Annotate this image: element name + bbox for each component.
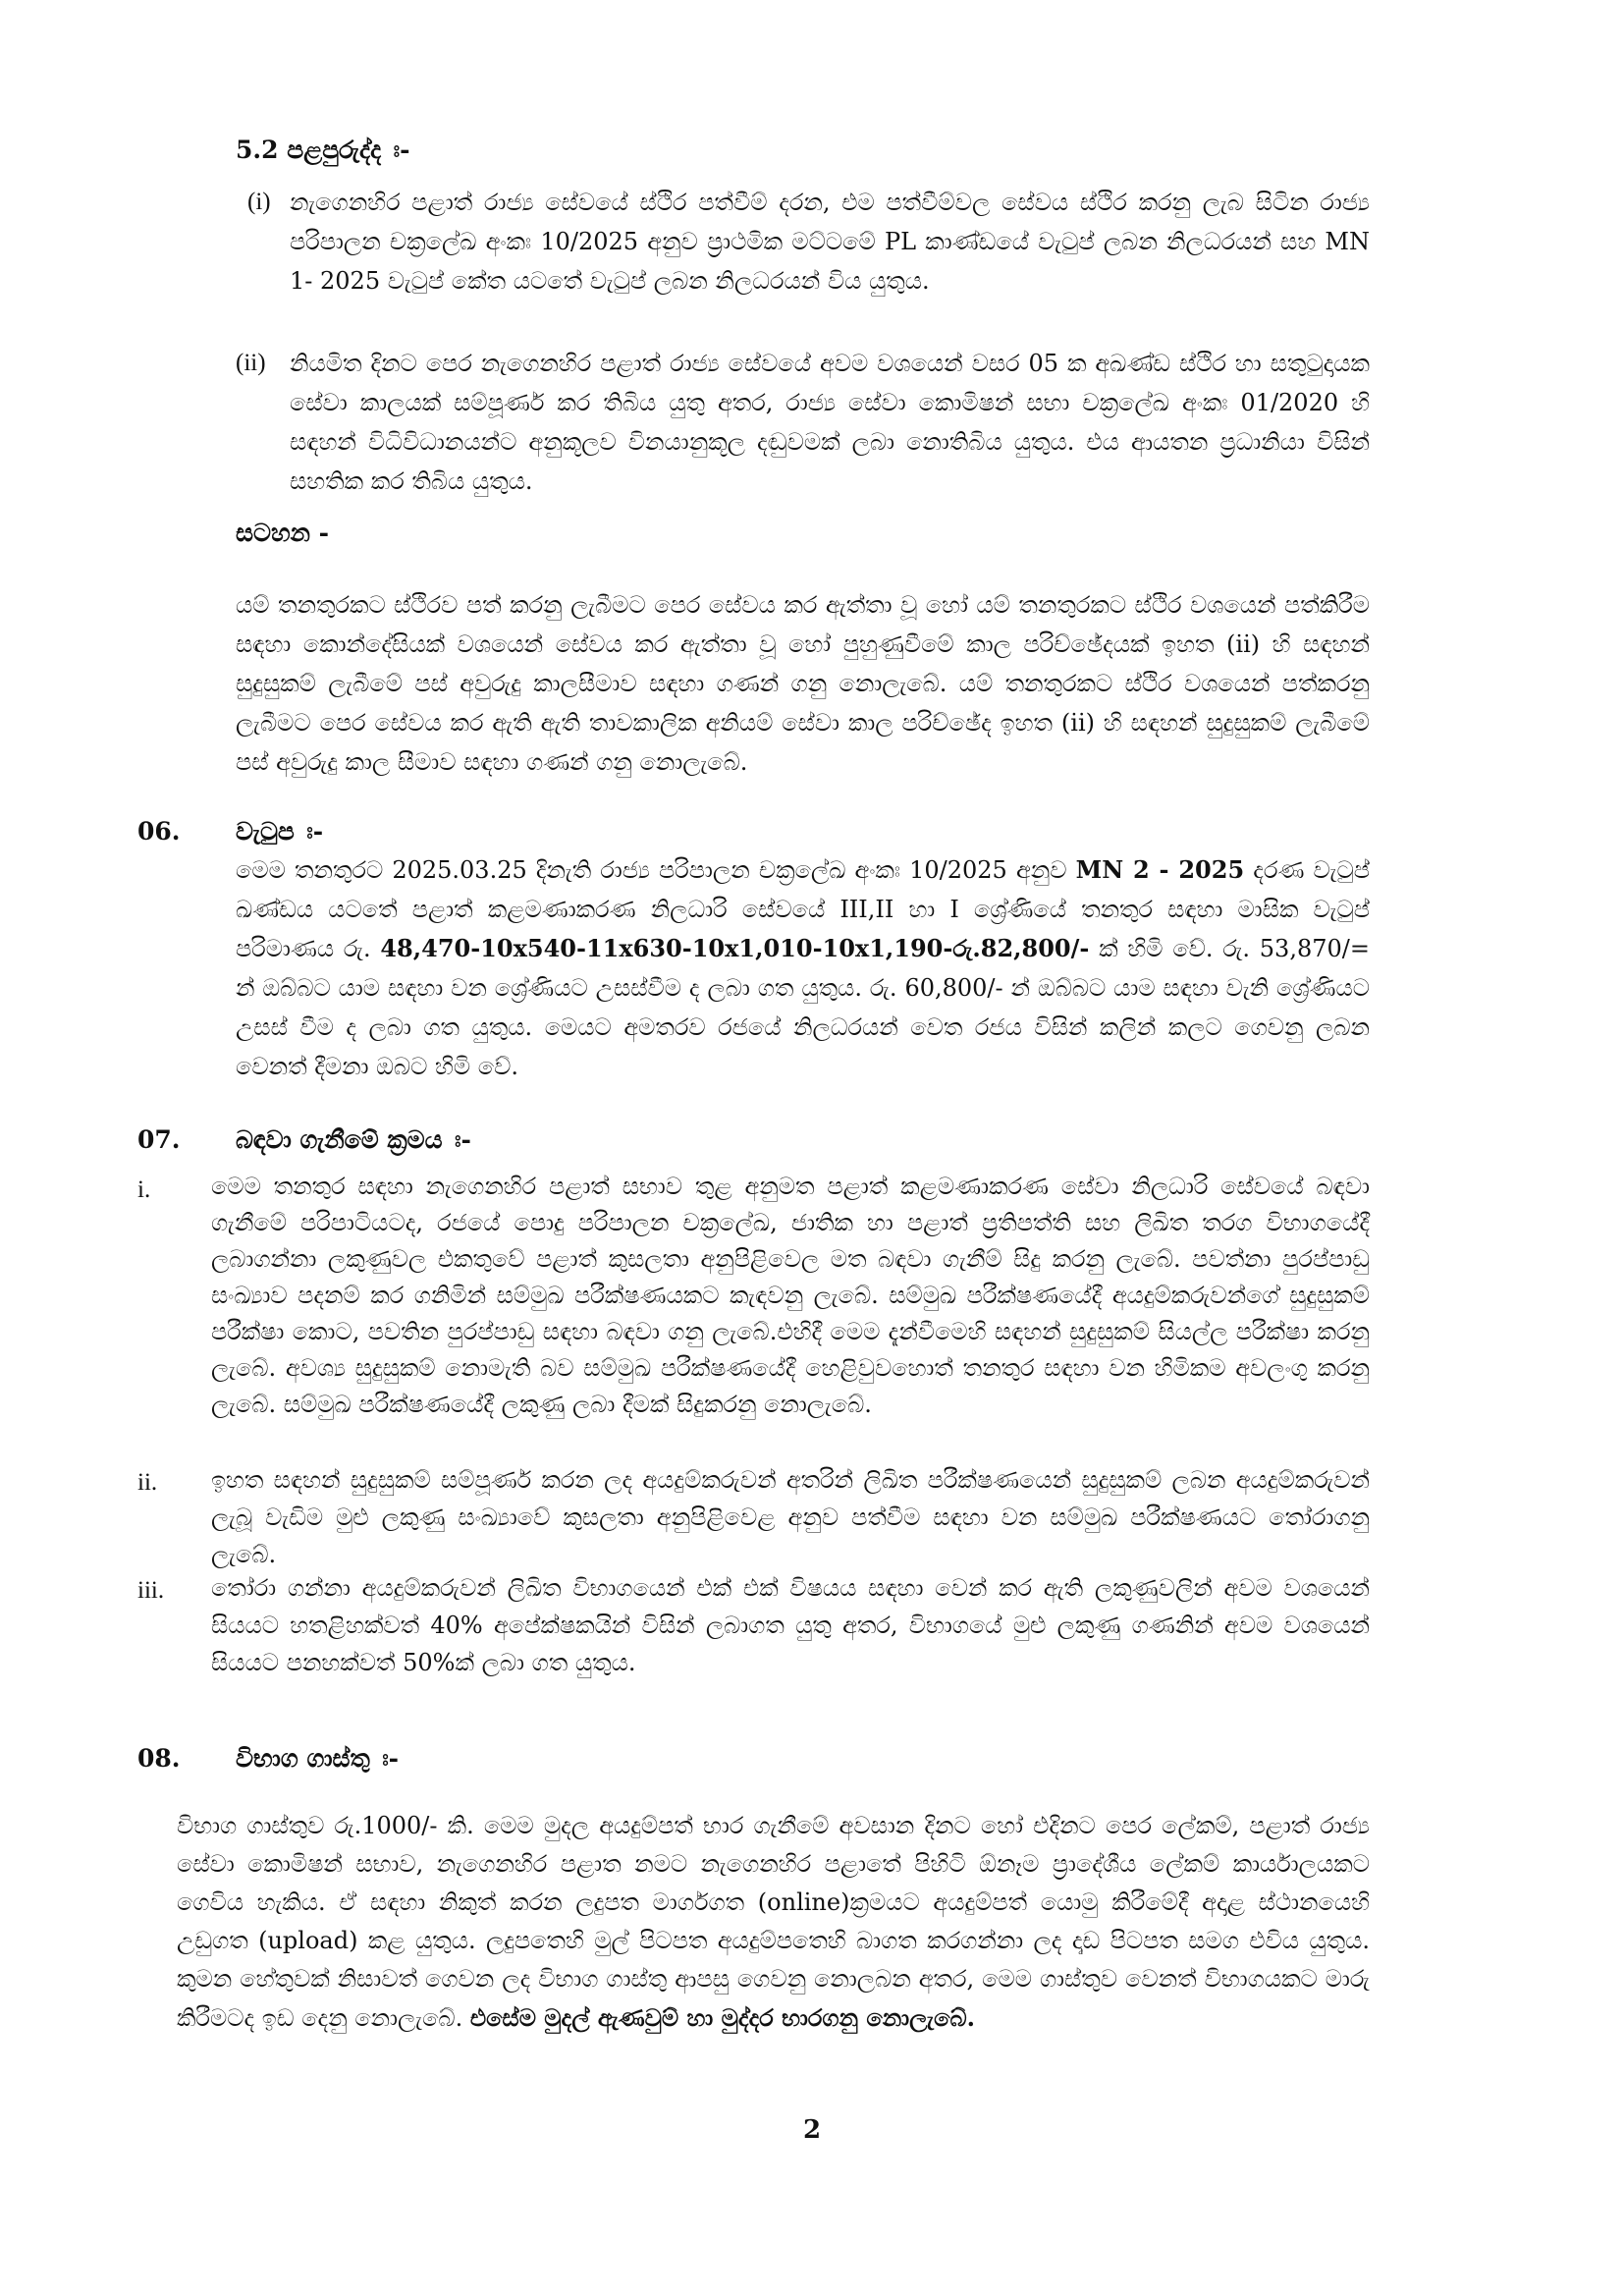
section-07-number: 07.: [137, 1125, 181, 1154]
section-5-2-heading: 5.2 පළපුරුද්ද ඃ-: [236, 136, 410, 164]
item-i-marker: (i): [247, 189, 271, 215]
salary-code: MN 2 - 2025: [1075, 855, 1245, 884]
recruit-item-ii-text: ඉහත සඳහන් සුදුසුකම් සම්පූර්ණ කරන ලද අයදුම්කරුවන් අතරින් ලිඛිත පරීක්ෂණයෙන් සුදුසුකම් ලබන අයදුම්කරුවන් ලැබූ වැඩිම මුළු ලකුණු සංඛ්‍යාවේ කුසලතා අනුපිළිවෙළ අනුව පත්වීම සඳහා වන සම්මුඛ පරීක්ෂණයට තෝරාගනු ලැබේ.: [211, 1466, 1370, 1568]
exam-fee-bold-text: එසේම මුදල් ඇණවුම් හා මුද්දර භාරගනු නොලැබේ.: [469, 2003, 975, 2032]
section-06-number: 06.: [137, 817, 181, 846]
recruit-item-ii-marker: ii.: [137, 1469, 158, 1496]
salary-scale: 48,470-10x540-11x630-10x1,010-10x1,190-රු.82,800/-: [380, 934, 1090, 962]
recruit-item-iii-text: තෝරා ගන්නා අයදුම්කරුවන් ලිඛිත විභාගයෙන් එක් එක් විෂයය සඳහා වෙන් කර ඇති ලකුණුවලින් අවම වශයෙන් සියයට හතළිහක්වත් 40% අපේක්ෂකයින් විසින් ලබාගත යුතු අතර, විභාගයේ මුළු ලකුණු ගණනින් අවම වශයෙන් සියයට පනහක්වත් 50%ක් ලබා ගත යුතුය.: [211, 1574, 1370, 1676]
recruit-item-i-text: මෙම තනතුර සඳහා නැගෙනහිර පළාත් සභාව තුළ අනුමත පළාත් කළමණාකරණ සේවා නිලධාරි සේවයේ බඳවා ගැනීමේ පරිපාටියටද, රජයේ පොදු පරිපාලන චක්‍රලේඛ, ජාතික හා පළාත් ප්‍රතිපත්ති සහ ලිඛිත තරග විභාගයේදී ලබාගන්නා ලකුණුවල එකතුවේ පළාත් කුසලතා අනුපිළිවෙල මත බඳවා ගැනීම් සිදු කරනු ලැබේ. පවත්නා පුරප්පාඩු සංඛ්‍යාව පදනම් කර ගනිමින් සම්මුඛ පරීක්ෂණයකට කැඳවනු ලැබේ. සම්මුඛ පරීක්ෂණයේදී අයදුම්කරුවන්ගේ සුදුසුකම් පරීක්ෂා කොට, පවතින පුරප්පාඩු සඳහා බඳවා ගනු ලැබේ.එහිදී මෙම දැන්වීමෙහි සඳහන් සුදුසුකම් සියල්ල පරීක්ෂා කරනු ලැබේ. අවශ්‍ය සුදුසුකම් නොමැති බව සම්මුඛ පරීක්ෂණයේදී හෙළිවුවහොත් තනතුර සඳහා වන හිමිකම අවලංගු කරනු ලැබේ. සම්මුඛ පරීක්ෂණයේදී ලකුණු ලබා දීමක් සිදුකරනු නොලැබේ.: [211, 1173, 1370, 1418]
note-text: යම් තනතුරකට ස්ථිරව පත් කරනු ලැබීමට පෙර සේවය කර ඇත්තා වූ හෝ යම් තනතුරකට ස්ථිර වශයෙන් පත්කිරීම සඳහා කොන්දේසියක් වශයෙන් සේවය කර ඇත්තා වූ හෝ පුහුණුවීමේ කාල පරිච්ඡේදයක් ඉහත (ii) හි සඳහන් සුදුසුකම් ලැබීමේ පස් අවුරුදු කාලසීමාව සඳහා ගණන් ගනු නොලැබේ. යම් තනතුරකට ස්ථිර වශයෙන් පත්කරනු ලැබීමට පෙර සේවය කර ඇති ඇති තාවකාලික අනියම් සේවා කාල පරිච්ඡේද ඉහත (ii) හි සඳහන් සුදුසුකම් ලැබීමේ පස් අවුරුදු කාල සීමාව සඳහා ගණන් ගනු නොලැබේ.: [236, 591, 1370, 776]
section-08-number: 08.: [137, 1744, 181, 1773]
exam-fee-text: විභාග ගාස්තුව රු.1000/- කි. මෙම මුදල අයදුම්පත් භාර ගැනීමේ අවසාන දිනට හෝ එදිනට පෙර ලේකම්, පළාත් රාජ්‍ය සේවා කොමිෂන් සභාව, නැගෙනහිර පළාත නමට නැගෙනහිර පළාතේ පිහිටි ඕනෑම ප්‍රාදේශීය ලේකම් කාර්යාලයකට ගෙවිය හැකිය. ඒ සඳහා නිකුත් කරන ලදුපත මාර්ගගත (online)ක්‍රමයට අයදුම්පත් යොමු කිරීමේදී අදාළ ස්ථානයෙහි උඩුගත (upload) කළ යුතුය. ලදුපතෙහි මුල් පිටපත අයදුම්පතෙහි බාගත කරගන්නා ලද දෘඩ පිටපත සමග එවිය යුතුය. කුමන හේතුවක් නිසාවත් ගෙවන ලද විභාග ගාස්තු ආපසු ගෙවනු නොලබන අතර, මෙම ගාස්තුව වෙනත් විභාගයකට මාරු කිරීමටද ඉඩ දෙනු නොලැබේ.: [177, 1812, 1370, 2032]
recruit-item-iii-marker: iii.: [137, 1577, 165, 1604]
exam-fee-paragraph: [177, 1807, 1370, 2038]
salary-paragraph: [236, 850, 1370, 1086]
salary-text-3: ක් හිමි වේ. රු. 53,870/= න් ඔබ්බට යාම සඳහා වන ශ්‍රේණියට උසස්වීම ද ලබා ගත යුතුය. රු. 60,800/- න් ඔබ්බට යාම සඳහා වැනි ශ්‍රේණියට උසස් වීම ද ලබා ගත යුතුය. මෙයට අමතරව රජයේ නිලධරයන් වෙත රජය විසින් කලින් කලට ගෙවනු ලබන වෙනත් දීමනා ඔබට හිමි වේ.: [236, 935, 1370, 1080]
item-ii-marker: (ii): [236, 350, 266, 376]
item-ii-text: නියමිත දිනට පෙර නැගෙනහිර පළාත් රාජ්‍ය සේවයේ අවම වශයෙන් වසර 05 ක අඛණ්ඩ ස්ථිර හා සතුටුදායක සේවා කාලයක් සම්පූර්ණ කර තිබිය යුතු අතර, රාජ්‍ය සේවා කොමිෂන් සභා චක්‍රලේඛ අංකඃ 01/2020 හි සඳහන් විධිවිධානයන්ට අනුකූලව විනයානුකූල දඬුවමක් ලබා නොතිබිය යුතුය. එය ආයතන ප්‍රධානියා විසින් සහතික කර තිබිය යුතුය.: [290, 350, 1370, 495]
item-i-text: නැගෙනහිර පළාත් රාජ්‍ය සේවයේ ස්ථිර පත්වීම් දරන, එම පත්වීම්වල සේවය ස්ථිර කරනු ලැබ සිටින රාජ්‍ය පරිපාලන චක්‍රලේඛ අංකඃ 10/2025 අනුව ප්‍රාථමික මට්ටමේ PL කාණ්ඩයේ වැටුප් ලබන නිලධරයන් සහ MN 1- 2025 වැටුප් කේත යටතේ වැටුප් ලබන නිලධරයන් විය යුතුය.: [290, 189, 1370, 295]
page-number: 2: [802, 2115, 822, 2145]
recruit-item-i-marker: i.: [137, 1176, 151, 1203]
section-06-heading: වැටුප ඃ-: [236, 817, 324, 846]
salary-text-2: දරණ වැටුප් ඛණ්ඩය යටතේ පළාත් කළමණාකරණ නිලධාරි සේවයේ III,II හා I ශ්‍රේණියේ තනතුර සඳහා මාසික වැටුප් පරිමාණය රු.: [236, 856, 1370, 962]
salary-text-1: මෙම තනතුරට 2025.03.25 දිනැති රාජ්‍ය පරිපාලන චක්‍රලේඛ අංකඃ 10/2025 අනුව: [236, 856, 1067, 884]
section-07-heading: බඳවා ගැනීමේ ක්‍රමය ඃ-: [236, 1125, 471, 1154]
note-heading: සටහන -: [236, 519, 330, 547]
section-08-heading: විභාග ගාස්තු ඃ-: [236, 1744, 400, 1773]
